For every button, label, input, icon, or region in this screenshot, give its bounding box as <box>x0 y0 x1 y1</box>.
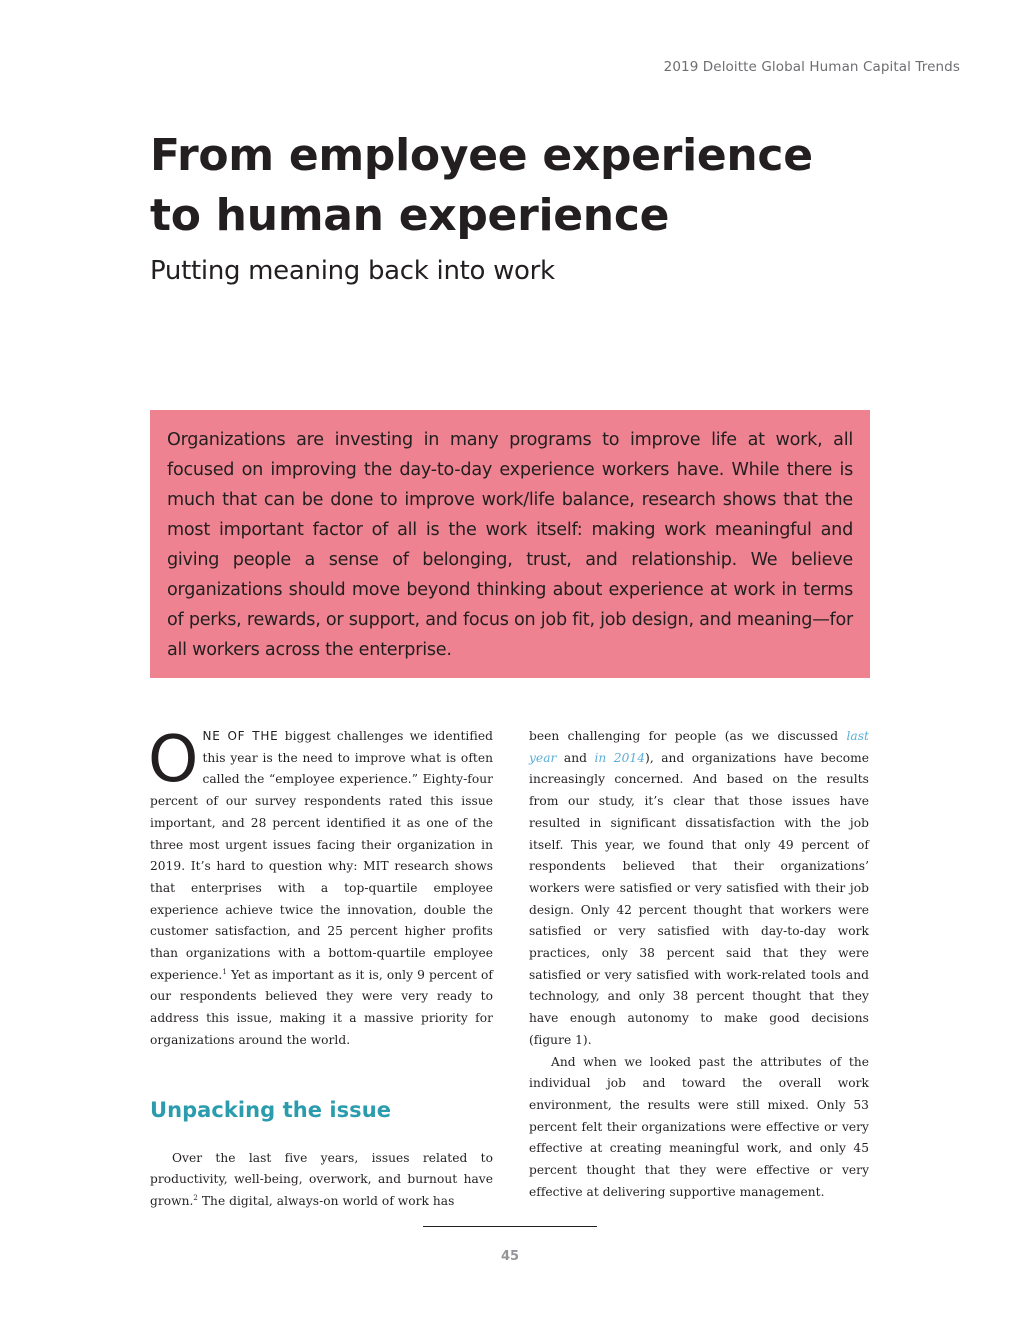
title-line-2: to human experience <box>150 190 670 241</box>
section-paragraph-continued: been challenging for people (as we discussed last year and in 2014), and organizations have become increasingly concerned. And based on the results from our study, it’s clear that those issues have resulted in significant dissatisfaction with the job itself. This year, we found that only 49 percent of respondents believed that their organizations’ workers were satisfied or very satisfied with their job design. Only 42 percent thought that workers were satisfied or very satisfied with day-to-day work practices, only 38 percent said that they were satisfied or very satisfied with work-related tools and technology, and only 38 percent thought that they have enough autonomy to make good decisions (figure 1). <box>529 729 869 1047</box>
page-subtitle: Putting meaning back into work <box>150 256 555 286</box>
link-connector: and <box>556 750 595 765</box>
intro-text-end: Yet as important as it is, only 9 percent of our respondents believed they were very ready to address this issue, making it a massive priority for organizations around the world. <box>150 967 493 1047</box>
second-paragraph: And when we looked past the attributes of the individual job and toward the overall work environment, the results were still mixed. Only 53 percent felt their organizations were effective or very effective at creating meaningful work, and only 45 percent thought that they were effective or very effective at delivering supportive management. <box>529 1054 869 1199</box>
page-number: 45 <box>500 1249 520 1264</box>
intro-text: biggest challenges we identified this year is the need to improve what is often called the “employee experience.” Eighty-four percent of our survey respondents rated this issue important, and 28 percent identified it as one of the three most urgent issues facing their organization in 2019. It’s hard to question why: MIT research shows that enterprises with a top-quartile employee experience achieve twice the innovation, double the customer satisfaction, and 25 percent higher profits than organizations with a bottom-quartile employee experience. <box>150 729 493 982</box>
body-column-right <box>529 726 869 1203</box>
section-text-start: Over the last five years, issues related to productivity, well-being, overwork, and burnout have grown. <box>150 1150 493 1208</box>
section-text-rest: ), and organizations have become increasingly concerned. And based on the results from our study, it’s clear that those issues have resulted in significant dissatisfaction with the job itself. This year, we found that only 49 percent of respondents believed that their organizations’ workers were satisfied or very satisfied with their job design. Only 42 percent thought that workers were satisfied or very satisfied with day-to-day work practices, only 38 percent said that they were satisfied or very satisfied with work-related tools and technology, and only 38 percent thought that they have enough autonomy to make good decisions (figure 1). <box>529 750 869 1047</box>
body-column-left <box>148 723 493 1213</box>
summary-callout-box <box>150 410 870 678</box>
footnote-ref-2[interactable]: 2 <box>193 1193 198 1202</box>
drop-cap: O <box>148 723 199 797</box>
section-paragraph-start <box>150 1148 493 1213</box>
title-line-1: From employee experience <box>150 130 813 181</box>
footnote-ref-1[interactable]: 1 <box>222 967 227 976</box>
intro-paragraph <box>148 723 493 1052</box>
lead-in-smallcaps: NE OF THE <box>202 729 279 743</box>
section-heading: Unpacking the issue <box>150 1097 391 1122</box>
last-year-link[interactable]: last year <box>529 729 869 765</box>
section-text-mid: The digital, always-on world of work has <box>197 1193 455 1208</box>
page-title <box>150 126 910 246</box>
callout-text: Organizations are investing in many programs to improve life at work, all focused on improving the day-to-day experience workers have. While there is much that can be done to improve work/life balance, research shows that the most important factor of all is the work itself: making work meaningful and giving people a sense of belonging, trust, and relationship. We believe organizations should move beyond thinking about experience at work in terms of perks, rewards, or support, and focus on job fit, job design, and meaning—for all workers across the enterprise. <box>167 430 853 660</box>
footer-divider <box>423 1226 597 1227</box>
running-header: 2019 Deloitte Global Human Capital Trends <box>663 59 960 75</box>
in-2014-link[interactable]: in 2014 <box>594 750 646 765</box>
